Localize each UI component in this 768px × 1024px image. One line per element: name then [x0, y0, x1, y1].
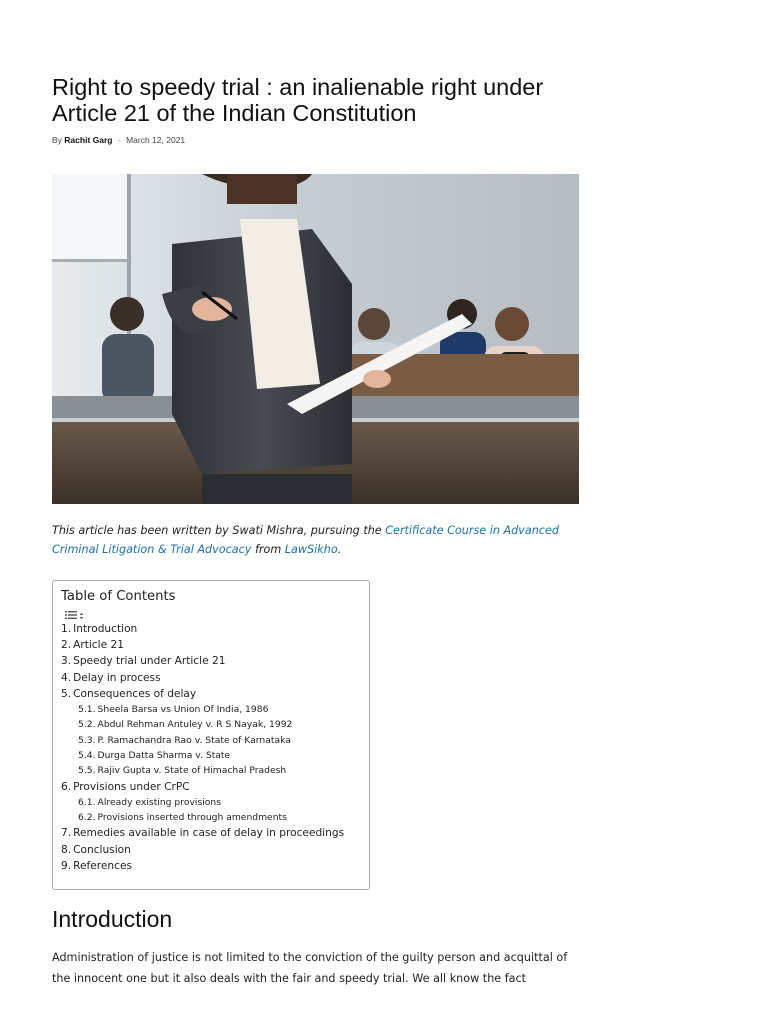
toc-item — [61, 733, 369, 748]
toc-number: 9. — [61, 859, 72, 872]
toc-item — [61, 825, 369, 841]
toc-link[interactable] — [61, 781, 190, 793]
toc-link[interactable] — [78, 704, 268, 715]
toc-item — [61, 842, 369, 858]
toc-number: 5.2. — [78, 719, 96, 731]
toc-item — [61, 779, 369, 795]
toc-link[interactable] — [61, 860, 132, 872]
byline-separator: - — [117, 135, 121, 145]
toc-label: Consequences of delay — [73, 687, 197, 700]
toc-number: 5.3. — [78, 734, 96, 746]
toc-label: P. Ramachandra Rao v. State of Karnataka — [97, 734, 291, 746]
toc-link[interactable] — [61, 655, 225, 667]
toc-label: Abdul Rehman Antuley v. R S Nayak, 1992 — [97, 719, 293, 731]
toc-number: 5. — [61, 687, 72, 700]
byline-prefix: By — [52, 135, 62, 145]
toc-link[interactable] — [61, 827, 344, 839]
toc-item — [61, 717, 369, 732]
toc-item — [61, 637, 369, 653]
toc-link[interactable] — [61, 672, 161, 684]
author-note-prefix: This article has been written by Swati Mishra, pursuing the — [52, 524, 386, 537]
toc-link[interactable] — [61, 688, 196, 700]
toc-number: 4. — [61, 671, 72, 684]
toc-label: Speedy trial under Article 21 — [73, 655, 226, 668]
toc-number: 8. — [61, 843, 72, 856]
section-heading-introduction: Introduction — [52, 906, 173, 932]
toc-number: 7. — [61, 827, 72, 840]
toc-label: Provisions under CrPC — [73, 780, 190, 793]
toc-label: Article 21 — [73, 639, 124, 652]
toc-item — [61, 653, 369, 669]
toc-link[interactable] — [78, 797, 221, 808]
toc-list — [61, 621, 369, 874]
toc-link[interactable] — [78, 765, 286, 776]
toc-item — [61, 702, 369, 717]
toc-number: 2. — [61, 639, 72, 652]
toc-link[interactable] — [61, 639, 124, 651]
toc-number: 1. — [61, 623, 72, 635]
toc-number: 6. — [61, 780, 72, 793]
article-title: Right to speedy trial : an inalienable right under Article 21 of the Indian Constitution — [52, 74, 544, 126]
toc-item — [61, 795, 369, 810]
toc-link[interactable] — [78, 719, 292, 730]
toc-label: References — [73, 859, 132, 872]
author-note-middle: from — [251, 543, 285, 556]
table-of-contents — [52, 580, 370, 890]
toc-label: Durga Datta Sharma v. State — [97, 749, 231, 761]
hero-image — [52, 174, 579, 504]
byline — [52, 135, 185, 145]
toc-item — [61, 748, 369, 763]
author-note-suffix: . — [337, 543, 342, 556]
toc-link[interactable] — [78, 812, 287, 823]
course-link[interactable]: Certificate Course in Advanced Criminal Litigation & Trial Advocacy — [52, 524, 559, 556]
toc-number: 5.5. — [78, 765, 96, 777]
toc-item — [61, 670, 369, 686]
toc-label: Remedies available in case of delay in proceedings — [73, 827, 345, 840]
toc-item — [61, 858, 369, 874]
toc-number: 3. — [61, 655, 72, 668]
toc-label: Delay in process — [73, 671, 161, 684]
toc-label: Already existing provisions — [97, 796, 222, 808]
toc-number: 6.1. — [78, 796, 96, 808]
toc-label: Sheela Barsa vs Union Of India, 1986 — [97, 704, 269, 716]
toc-link[interactable] — [61, 623, 137, 635]
toc-toggle[interactable] — [65, 607, 369, 621]
toc-label: Rajiv Gupta v. State of Himachal Pradesh — [97, 765, 287, 777]
toc-link[interactable] — [78, 735, 291, 746]
author-link[interactable]: Rachit Garg — [64, 135, 113, 145]
toc-item — [61, 621, 369, 637]
toc-item — [61, 810, 369, 825]
toc-link[interactable] — [78, 750, 230, 761]
toc-number: 5.1. — [78, 704, 96, 716]
toc-item — [61, 686, 369, 702]
lawsikho-link[interactable]: LawSikho — [284, 543, 338, 556]
publish-date: March 12, 2021 — [126, 135, 186, 145]
toc-label: Conclusion — [73, 843, 131, 856]
toc-item — [61, 763, 369, 778]
toc-label: Introduction — [73, 623, 138, 635]
toc-number: 5.4. — [78, 749, 96, 761]
body-paragraph: Administration of justice is not limited to the conviction of the guilty person and acquittal of the innocent one but it also deals with the fair and speedy trial. We all know the fact — [52, 951, 568, 985]
author-note — [52, 521, 572, 559]
toc-number: 6.2. — [78, 812, 96, 823]
toc-title: Table of Contents — [61, 589, 176, 604]
toc-link[interactable] — [61, 844, 131, 856]
toc-label: Provisions inserted through amendments — [97, 812, 287, 823]
